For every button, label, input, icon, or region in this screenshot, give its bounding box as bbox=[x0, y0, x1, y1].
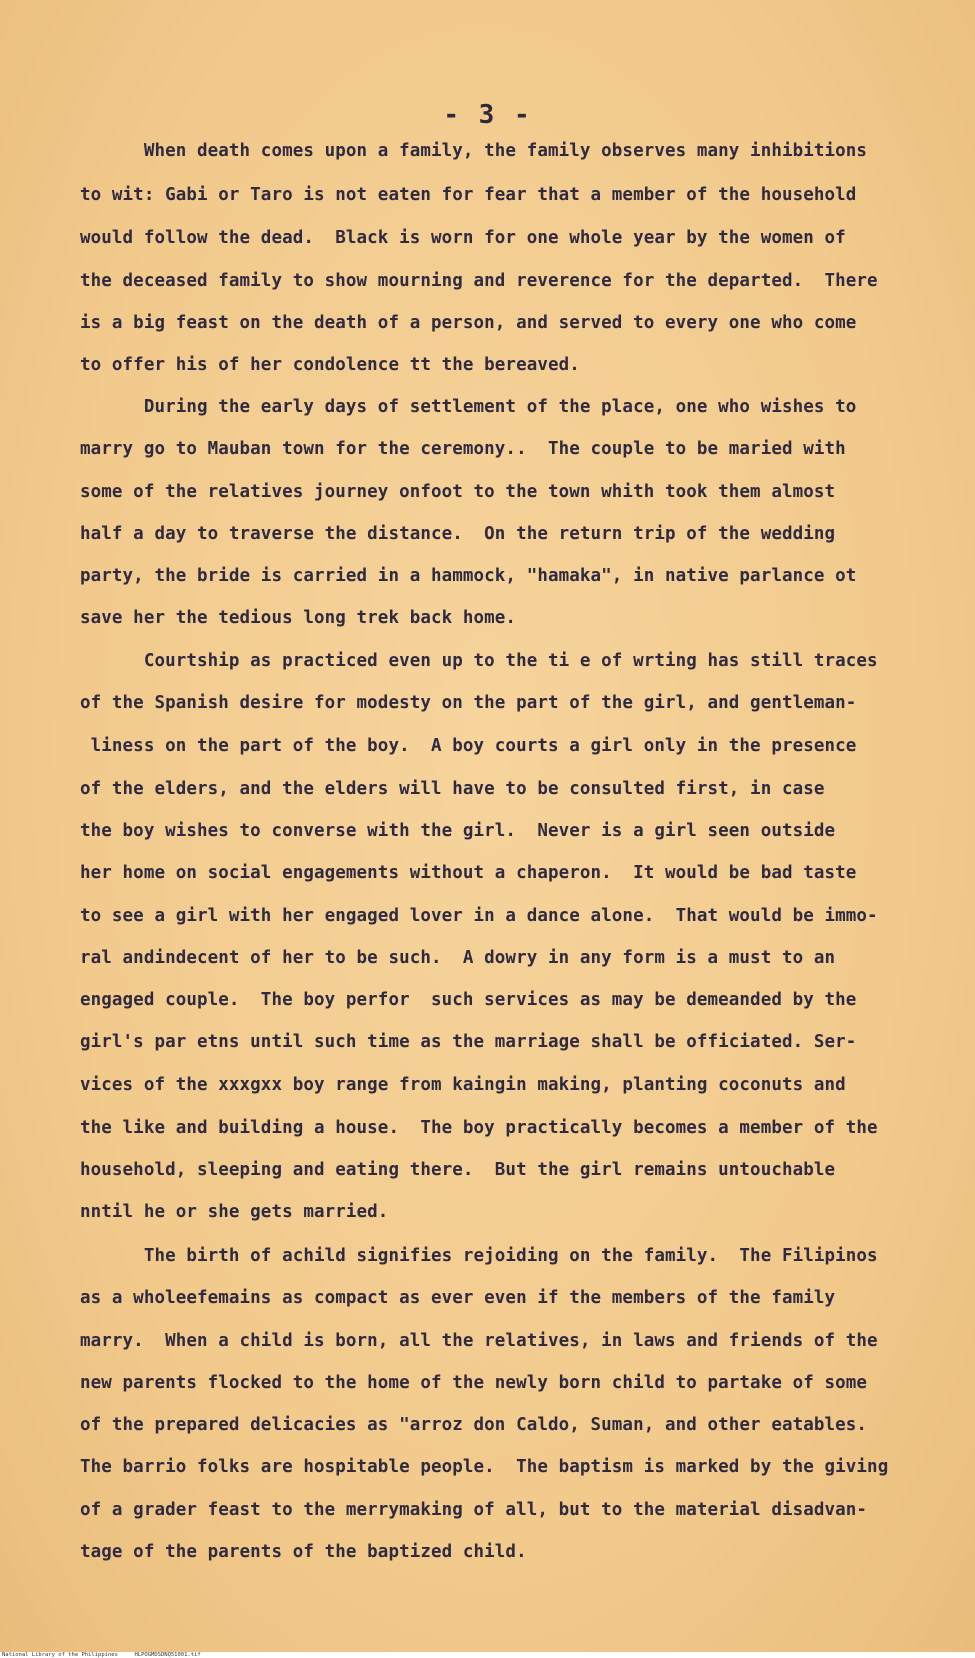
text-line: marry. When a child is born, all the relatives, in laws and friends of the bbox=[80, 1331, 878, 1351]
text-line: of a grader feast to the merrymaking of all, but to the material disadvan- bbox=[80, 1500, 868, 1520]
text-line: When death comes upon a family, the family observes many inhibitions bbox=[80, 141, 868, 161]
text-line: girl's par etns until such time as the marriage shall be officiated. Ser- bbox=[80, 1032, 857, 1052]
text-line: to wit: Gabi or Taro is not eaten for fear that a member of the household bbox=[80, 185, 857, 205]
text-line: to see a girl with her engaged lover in a dance alone. That would be immo- bbox=[80, 906, 878, 926]
text-line: the deceased family to show mourning and reverence for the departed. There bbox=[80, 271, 878, 291]
text-line: tage of the parents of the baptized child. bbox=[80, 1542, 527, 1562]
text-line: marry go to Mauban town for the ceremony.. The couple to be maried with bbox=[80, 439, 846, 459]
text-line: of the Spanish desire for modesty on the part of the girl, and gentleman- bbox=[80, 693, 857, 713]
text-line: would follow the dead. Black is worn for one whole year by the women of bbox=[80, 228, 846, 248]
text-line: nntil he or she gets married. bbox=[80, 1202, 389, 1222]
text-line: of the prepared delicacies as "arroz don Caldo, Suman, and other eatables. bbox=[80, 1415, 868, 1435]
text-line: liness on the part of the boy. A boy courts a girl only in the presence bbox=[80, 736, 857, 756]
text-line: is a big feast on the death of a person, and served to every one who come bbox=[80, 313, 857, 333]
text-line: the boy wishes to converse with the girl. Never is a girl seen outside bbox=[80, 821, 836, 841]
text-line: as a wholeefemains as compact as ever even if the members of the family bbox=[80, 1288, 836, 1308]
text-line: Courtship as practiced even up to the ti e of wrting has still traces bbox=[80, 651, 878, 671]
text-line: some of the relatives journey onfoot to the town whith took them almost bbox=[80, 482, 836, 502]
footer-strip bbox=[0, 1652, 975, 1658]
text-line: new parents flocked to the home of the newly born child to partake of some bbox=[80, 1373, 868, 1393]
text-line: save her the tedious long trek back home. bbox=[80, 608, 517, 628]
text-line: to offer his of her condolence tt the bereaved. bbox=[80, 355, 580, 375]
footer-caption: National Library of the Philippines HLPOGMDSDNQ51001.tif bbox=[2, 1652, 201, 1658]
text-line: household, sleeping and eating there. But the girl remains untouchable bbox=[80, 1160, 836, 1180]
text-line: of the elders, and the elders will have to be consulted first, in case bbox=[80, 779, 825, 799]
text-line: engaged couple. The boy perfor such services as may be demeanded by the bbox=[80, 990, 857, 1010]
text-line: The barrio folks are hospitable people. The baptism is marked by the giving bbox=[80, 1457, 889, 1477]
text-line: half a day to traverse the distance. On the return trip of the wedding bbox=[80, 524, 836, 544]
text-line: party, the bride is carried in a hammock, "hamaka", in native parlance ot bbox=[80, 566, 857, 586]
text-line: vices of the xxxgxx boy range from kaingin making, planting coconuts and bbox=[80, 1075, 846, 1095]
text-line: her home on social engagements without a chaperon. It would be bad taste bbox=[80, 863, 857, 883]
text-line: The birth of achild signifies rejoiding on the family. The Filipinos bbox=[80, 1246, 878, 1266]
text-line: During the early days of settlement of the place, one who wishes to bbox=[80, 397, 857, 417]
text-line: ral andindecent of her to be such. A dowry in any form is a must to an bbox=[80, 948, 836, 968]
text-line: the like and building a house. The boy practically becomes a member of the bbox=[80, 1118, 878, 1138]
page-number: - 3 - bbox=[443, 100, 532, 130]
